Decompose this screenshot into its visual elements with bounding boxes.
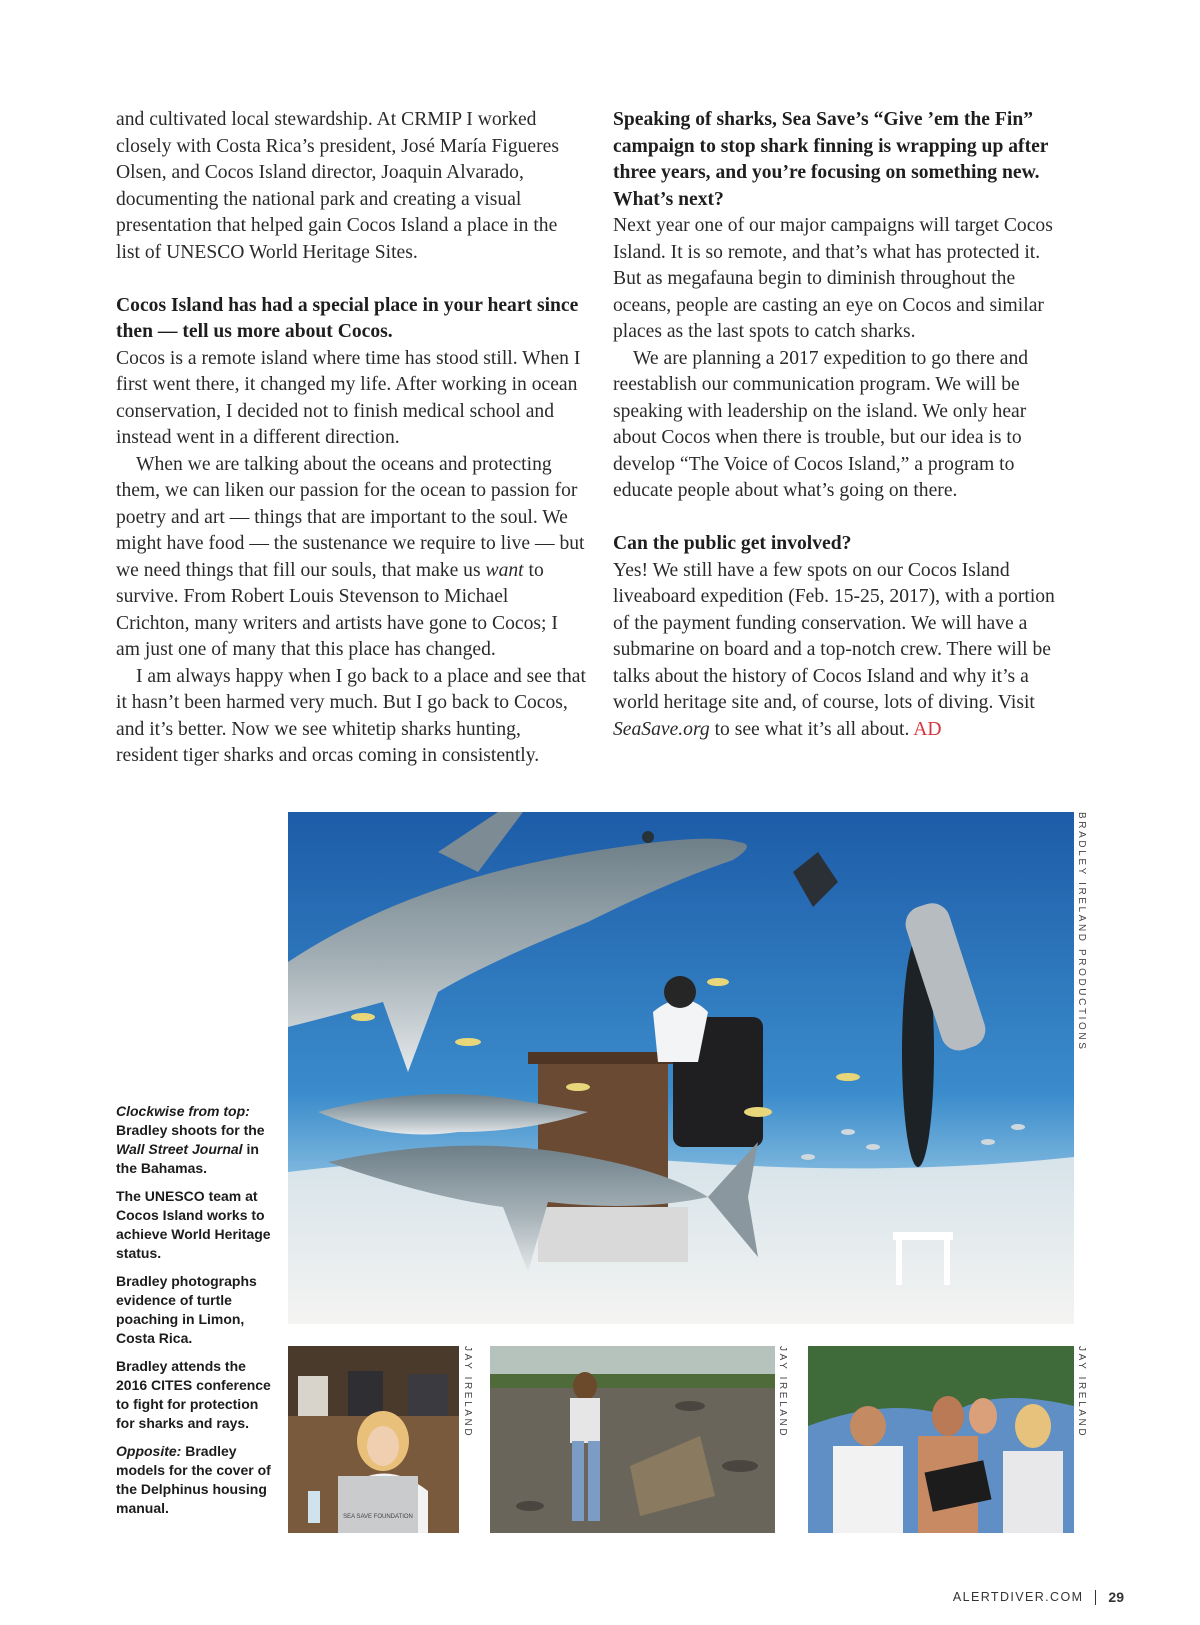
body-paragraph: We are planning a 2017 expedition to go there and reestablish our communication program. We will be speaking with leadership on the island. We only hear about Cocos when there is trouble, but our idea is to develop “The Voice of Cocos Island,” a program to educate people about what’s going on there. <box>613 347 1029 501</box>
photo-credit: JAY IRELAND <box>462 1346 473 1439</box>
body-paragraph: Cocos is a remote island where time has stood still. When I first went there, it changed my life. After working in ocean conservation, I decided not to finish medical school and instead went in a different direction. <box>116 347 581 448</box>
main-photo-underwater-office <box>288 812 1074 1324</box>
caption-lead: Opposite: <box>116 1443 182 1459</box>
interview-question: Can the public get involved? <box>613 533 852 554</box>
laptop-shape <box>338 1476 418 1533</box>
emphasis-text: want <box>485 559 524 581</box>
photo-credit: BRADLEY IRELAND PRODUCTIONS <box>1076 812 1087 1052</box>
right-column <box>613 107 1073 743</box>
body-paragraph: Next year one of our major campaigns will target Cocos Island. It is so remote, and that’s what has protected it. But as megafauna begin to diminish throughout the oceans, people are casting an eye on Cocos and similar places as the last spots to catch sharks. <box>613 215 1053 342</box>
underwater-scene-illustration <box>288 812 1074 1324</box>
photo-unesco-team <box>808 1346 1074 1533</box>
interview-question: Speaking of sharks, Sea Save’s “Give ’em the Fin” campaign to stop shark finning is wrapping up after three years, and you’re focusing on something new. What’s next? <box>613 109 1049 210</box>
page-footer <box>953 1589 1124 1605</box>
interview-question: Cocos Island has had a special place in your heart since then — tell us more about Cocos. <box>116 294 579 342</box>
body-paragraph <box>613 558 1073 744</box>
caption-text: Bradley shoots for the <box>116 1122 265 1138</box>
beach-illustration <box>490 1346 775 1533</box>
paragraph-gap <box>116 266 586 293</box>
caption-emphasis: Wall Street Journal <box>116 1141 243 1157</box>
conference-illustration <box>288 1346 459 1533</box>
text-run: to see what it’s all about. <box>709 718 914 740</box>
caption <box>116 1102 276 1178</box>
photo-cites-conference <box>288 1346 459 1533</box>
paragraph-gap <box>613 505 1073 532</box>
laptop-label: SEA SAVE FOUNDATION <box>343 1514 413 1520</box>
caption-text: in the Bahamas. <box>116 1141 259 1176</box>
caption: The UNESCO team at Cocos Island works to achieve World Heritage status. <box>116 1188 271 1261</box>
footer-divider <box>1095 1590 1096 1605</box>
caption-text: Bradley models for the cover of the Delphinus housing manual. <box>116 1443 271 1516</box>
footer-site: ALERTDIVER.COM <box>952 1590 1084 1604</box>
left-column <box>116 107 586 770</box>
page-number: 29 <box>1108 1589 1124 1605</box>
photo-credit: JAY IRELAND <box>777 1346 788 1439</box>
team-illustration <box>808 1346 1074 1533</box>
caption-lead: Clockwise from top: <box>116 1103 250 1119</box>
body-paragraph: I am always happy when I go back to a place and see that it hasn’t been harmed very much. But I go back to Cocos, and it’s better. Now we see whitetip sharks hunting, resident tiger sharks and orcas coming in consistently. <box>116 665 586 766</box>
person-figure <box>850 1406 886 1446</box>
text-run: Yes! We still have a few spots on our Cocos Island liveaboard expedition (Feb. 15-25, 2017), with a portion of the payment funding conservation. We will have a submarine on board and a top-notch crew. There will be talks about the history of Cocos Island and why it’s a world heritage site and, of course, lots of diving. Visit <box>613 559 1055 713</box>
text-run: When we are talking about the oceans and protecting them, we can liken our passion for the ocean to passion for poetry and art — things that are important to the soul. We might have food — the sustenance we require to live — but we need things that fill our souls, that make us <box>116 453 585 581</box>
end-mark: AD <box>913 718 942 740</box>
photo-turtle-poaching <box>490 1346 775 1533</box>
body-paragraph <box>116 452 586 664</box>
body-paragraph: and cultivated local stewardship. At CRMIP I worked closely with Costa Rica’s president, José María Figueres Olsen, and Cocos Island director, Joaquin Alvarado, documenting the national park and creating a visual presentation that helped gain Cocos Island a place in the list of UNESCO World Heritage Sites. <box>116 109 559 263</box>
website-link[interactable]: SeaSave.org <box>613 718 710 740</box>
photographer-figure <box>573 1372 597 1400</box>
caption <box>116 1442 276 1518</box>
photo-captions <box>116 1102 276 1527</box>
caption: Bradley attends the 2016 CITES conference to fight for protection for sharks and rays. <box>116 1358 271 1431</box>
photo-credit: JAY IRELAND <box>1076 1346 1087 1439</box>
text-run: to survive. From Robert Louis Stevenson to Michael Crichton, many writers and artists have gone to Cocos; I am just one of many that this place has changed. <box>116 559 558 660</box>
caption: Bradley photographs evidence of turtle poaching in Limon, Costa Rica. <box>116 1273 257 1346</box>
